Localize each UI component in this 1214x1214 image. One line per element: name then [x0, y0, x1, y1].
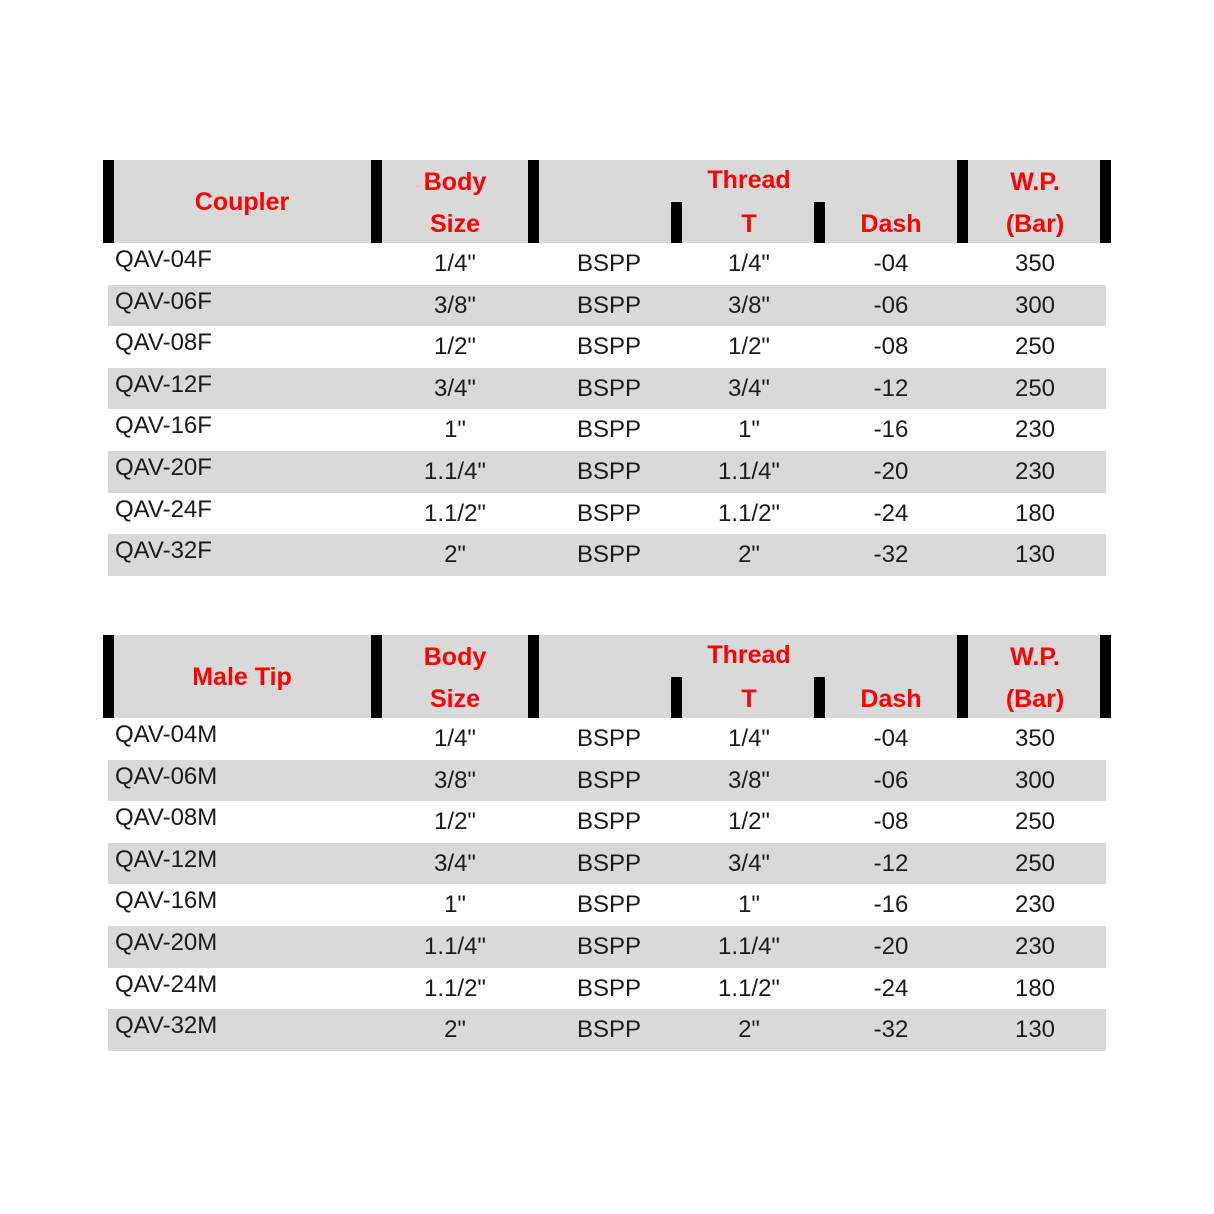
part-number: QAV-20M — [115, 929, 218, 956]
body-size: 1.1/2" — [424, 499, 486, 527]
table-row — [108, 451, 1106, 493]
dash: -04 — [873, 250, 909, 277]
table-row — [108, 801, 1106, 843]
column-divider — [371, 635, 382, 718]
thread-type: BSPP — [577, 725, 642, 752]
column-divider — [371, 160, 382, 243]
body-size: 3/4" — [434, 849, 476, 877]
table-row — [108, 493, 1106, 535]
header-thread: Thread — [707, 166, 791, 194]
table-row — [108, 968, 1106, 1010]
table-row — [108, 243, 1106, 285]
coupler-table — [0, 160, 1214, 580]
header-size: Size — [429, 210, 481, 238]
dash: -16 — [873, 416, 909, 444]
header-thread: Thread — [707, 641, 791, 669]
thread-type: BSPP — [577, 766, 642, 794]
part-number: QAV-04M — [115, 721, 218, 748]
working-pressure: 300 — [1014, 291, 1056, 319]
thread-size: 3/4" — [728, 374, 770, 402]
working-pressure: 180 — [1014, 974, 1056, 1002]
thread-type: BSPP — [577, 891, 642, 919]
table-row — [108, 368, 1106, 410]
part-number: QAV-24M — [115, 970, 218, 998]
header-wp: W.P. — [1010, 643, 1060, 671]
part-number: QAV-12M — [115, 845, 218, 873]
body-size: 3/8" — [434, 766, 476, 794]
column-divider — [103, 635, 114, 718]
column-divider — [671, 677, 682, 718]
header-t: T — [741, 210, 757, 238]
male-tip-table — [0, 635, 1214, 1055]
header-t: T — [741, 685, 757, 713]
thread-type: BSPP — [577, 291, 642, 319]
column-divider — [528, 635, 539, 718]
body-size: 2" — [444, 1016, 466, 1044]
dash: -24 — [873, 974, 909, 1002]
part-number: QAV-06M — [115, 762, 218, 790]
dash: -06 — [873, 766, 909, 794]
body-size: 1.1/4" — [424, 933, 486, 960]
thread-type: BSPP — [577, 499, 642, 527]
working-pressure: 230 — [1014, 458, 1056, 485]
thread-size: 1" — [738, 416, 760, 444]
body-size: 1/4" — [434, 250, 476, 277]
column-divider — [528, 160, 539, 243]
column-divider — [957, 635, 968, 718]
header-body: Body — [423, 168, 487, 196]
body-size: 1" — [444, 416, 466, 444]
body-size: 1/2" — [434, 333, 476, 361]
dash: -32 — [873, 1016, 909, 1044]
column-divider — [814, 202, 825, 243]
header-title: Male Tip — [192, 663, 292, 691]
dash: -32 — [873, 541, 909, 569]
column-divider — [814, 677, 825, 718]
part-number: QAV-06F — [115, 287, 212, 315]
column-divider — [1100, 160, 1111, 243]
dash: -20 — [873, 458, 909, 485]
working-pressure: 230 — [1014, 891, 1056, 919]
thread-size: 3/4" — [728, 849, 770, 877]
thread-type: BSPP — [577, 374, 642, 402]
thread-size: 1/4" — [728, 725, 770, 752]
dash: -20 — [873, 933, 909, 960]
table-row — [108, 843, 1106, 885]
body-size: 2" — [444, 541, 466, 569]
thread-size: 3/8" — [728, 766, 770, 794]
table-row — [108, 534, 1106, 576]
header-dash: Dash — [860, 685, 922, 713]
part-number: QAV-04F — [115, 246, 212, 273]
header-wp: W.P. — [1010, 168, 1060, 196]
thread-type: BSPP — [577, 1016, 642, 1044]
thread-size: 1/2" — [728, 333, 770, 361]
dash: -04 — [873, 725, 909, 752]
thread-size: 1.1/4" — [718, 933, 780, 960]
working-pressure: 350 — [1014, 250, 1056, 277]
working-pressure: 350 — [1014, 725, 1056, 752]
table-row — [108, 926, 1106, 968]
thread-type: BSPP — [577, 250, 642, 277]
part-number: QAV-16M — [115, 887, 218, 915]
body-size: 1/4" — [434, 725, 476, 752]
thread-size: 2" — [738, 1016, 760, 1044]
table-row — [108, 760, 1106, 802]
column-divider — [1100, 635, 1111, 718]
header-body: Body — [423, 643, 487, 671]
column-divider — [957, 160, 968, 243]
part-number: QAV-32M — [115, 1012, 218, 1040]
dash: -24 — [873, 499, 909, 527]
part-number: QAV-20F — [115, 454, 212, 481]
thread-size: 3/8" — [728, 291, 770, 319]
dash: -12 — [873, 374, 909, 402]
thread-type: BSPP — [577, 933, 642, 960]
working-pressure: 230 — [1014, 416, 1056, 444]
body-size: 1.1/2" — [424, 974, 486, 1002]
header-bar: (Bar) — [1005, 685, 1065, 713]
header-size: Size — [429, 685, 481, 713]
part-number: QAV-08F — [115, 329, 212, 357]
table-row — [108, 326, 1106, 368]
working-pressure: 130 — [1014, 541, 1056, 569]
column-divider — [671, 202, 682, 243]
column-divider — [103, 160, 114, 243]
thread-type: BSPP — [577, 416, 642, 444]
thread-size: 1.1/2" — [718, 974, 780, 1002]
body-size: 1.1/4" — [424, 458, 486, 485]
thread-type: BSPP — [577, 458, 642, 485]
header-bar: (Bar) — [1005, 210, 1065, 238]
body-size: 3/4" — [434, 374, 476, 402]
thread-size: 1.1/2" — [718, 499, 780, 527]
part-number: QAV-24F — [115, 495, 212, 523]
thread-type: BSPP — [577, 849, 642, 877]
thread-type: BSPP — [577, 808, 642, 836]
thread-size: 1" — [738, 891, 760, 919]
working-pressure: 250 — [1014, 333, 1056, 361]
body-size: 3/8" — [434, 291, 476, 319]
part-number: QAV-08M — [115, 804, 218, 832]
working-pressure: 300 — [1014, 766, 1056, 794]
working-pressure: 230 — [1014, 933, 1056, 960]
thread-type: BSPP — [577, 974, 642, 1002]
dash: -16 — [873, 891, 909, 919]
thread-type: BSPP — [577, 541, 642, 569]
part-number: QAV-12F — [115, 370, 212, 398]
body-size: 1/2" — [434, 808, 476, 836]
working-pressure: 250 — [1014, 808, 1056, 836]
working-pressure: 250 — [1014, 849, 1056, 877]
table-row — [108, 884, 1106, 926]
thread-size: 1/4" — [728, 250, 770, 277]
table-row — [108, 718, 1106, 760]
dash: -12 — [873, 849, 909, 877]
table-row — [108, 1009, 1106, 1051]
dash: -06 — [873, 291, 909, 319]
working-pressure: 130 — [1014, 1016, 1056, 1044]
table-row — [108, 285, 1106, 327]
table-row — [108, 409, 1106, 451]
body-size: 1" — [444, 891, 466, 919]
working-pressure: 180 — [1014, 499, 1056, 527]
thread-size: 1.1/4" — [718, 458, 780, 485]
part-number: QAV-32F — [115, 537, 212, 565]
part-number: QAV-16F — [115, 412, 212, 440]
thread-size: 2" — [738, 541, 760, 569]
dash: -08 — [873, 808, 909, 836]
dash: -08 — [873, 333, 909, 361]
thread-type: BSPP — [577, 333, 642, 361]
header-dash: Dash — [860, 210, 922, 238]
thread-size: 1/2" — [728, 808, 770, 836]
header-title: Coupler — [194, 188, 290, 216]
working-pressure: 250 — [1014, 374, 1056, 402]
